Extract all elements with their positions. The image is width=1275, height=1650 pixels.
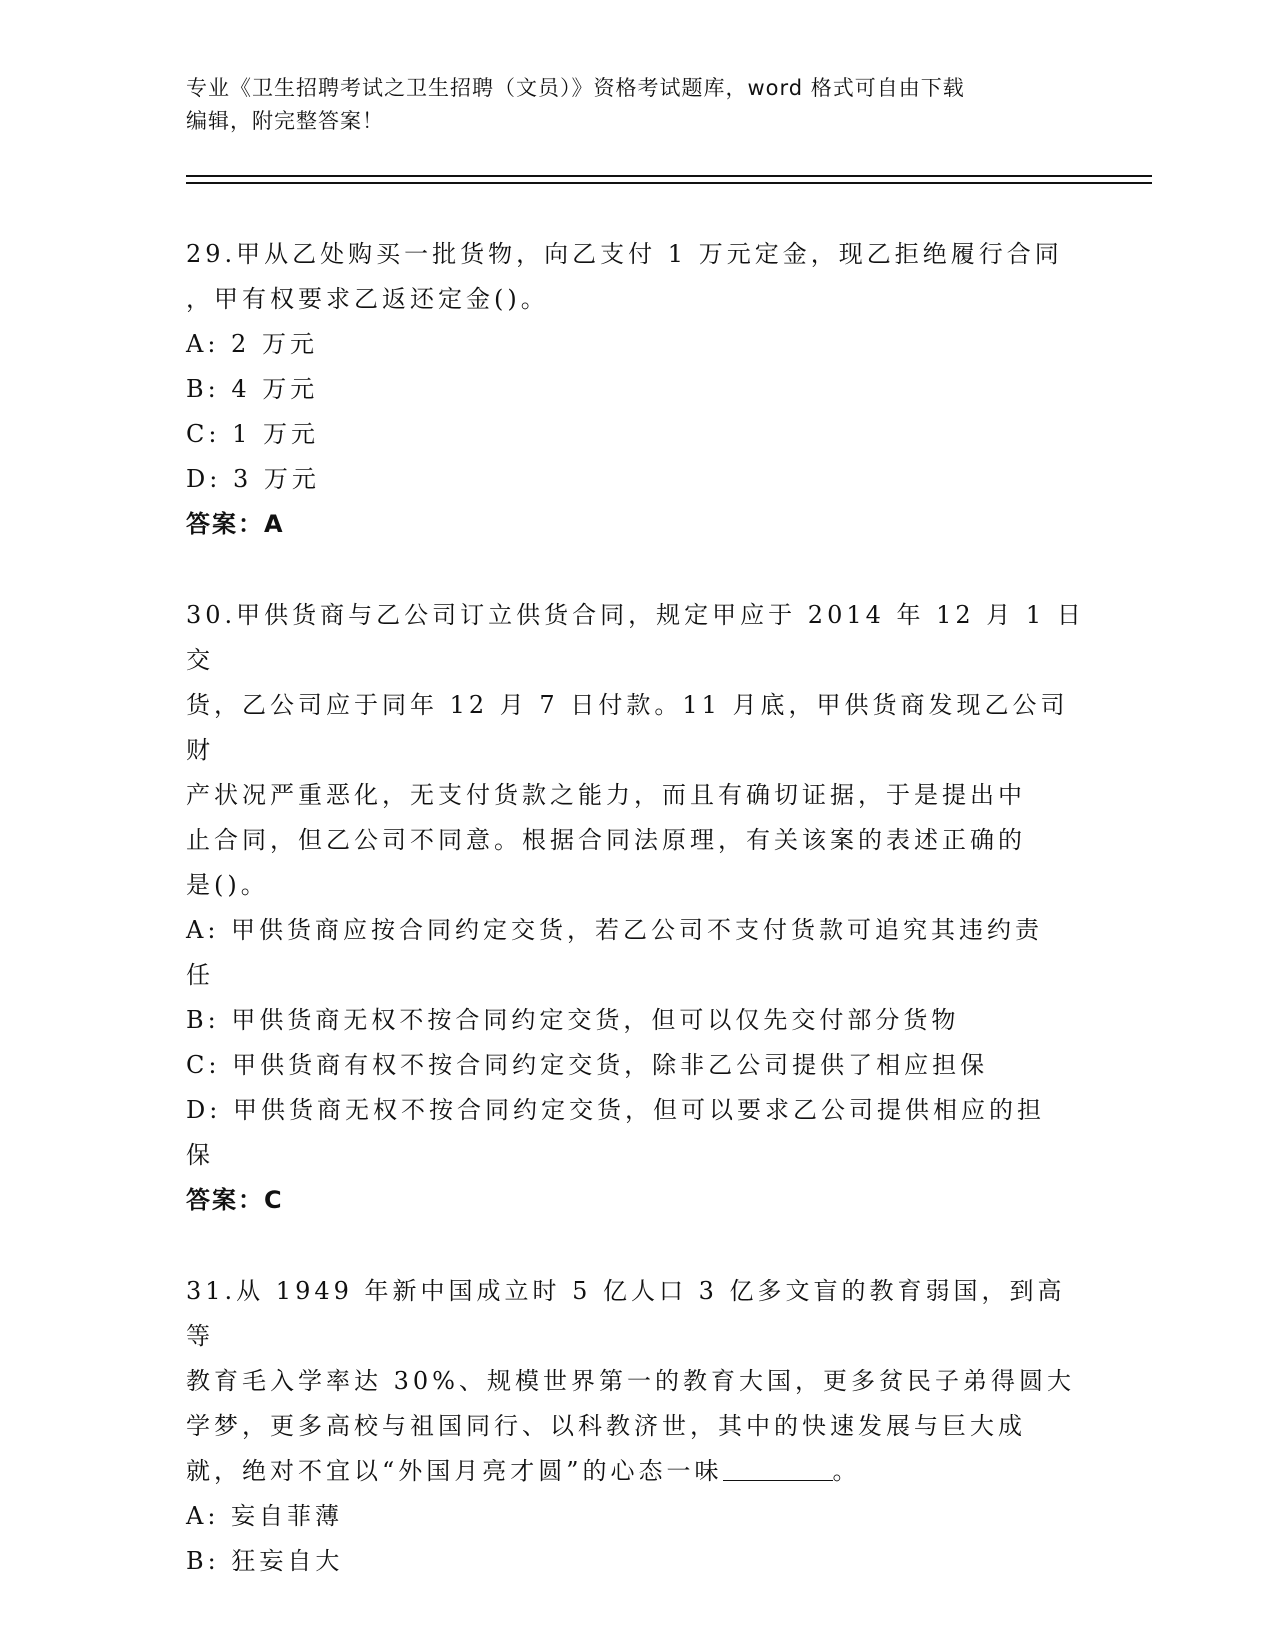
- question-stem-line: ，甲有权要求乙返还定金()。: [186, 285, 549, 313]
- question-list: [186, 232, 1086, 1630]
- document-header: [186, 72, 1086, 138]
- question-stem-line: 29.甲从乙处购买一批货物，向乙支付 1 万元定金，现乙拒绝履行合同: [186, 240, 1063, 268]
- question-stem-line: 产状况严重恶化，无支付货款之能力，而且有确切证据，于是提出中: [186, 781, 1026, 809]
- question-stem-last-line: [186, 1449, 1086, 1494]
- question-stem-line: 是()。: [186, 871, 269, 899]
- question-stem-line: 货，乙公司应于同年 12 月 7 日付款。11 月底，甲供货商发现乙公司财: [186, 691, 1069, 764]
- question-29: [186, 232, 1086, 547]
- option-a-continued: 任: [186, 961, 214, 989]
- option-b: B: 狂妄自大: [186, 1547, 344, 1575]
- header-divider-top: [186, 175, 1152, 177]
- question-stem-line: 30.甲供货商与乙公司订立供货合同，规定甲应于 2014 年 12 月 1 日交: [186, 601, 1085, 674]
- question-30: [186, 593, 1086, 1223]
- question-stem-text: 就，绝对不宜以“外国月亮才圆”的心态一味: [186, 1457, 723, 1485]
- question-stem-line: 学梦，更多高校与祖国同行、以科教济世，其中的快速发展与巨大成: [186, 1412, 1026, 1440]
- question-31: [186, 1269, 1086, 1584]
- fill-in-blank: [723, 1454, 833, 1481]
- option-d-continued: 保: [186, 1141, 214, 1169]
- question-stem-tail: 。: [832, 1457, 861, 1485]
- option-a: A: 甲供货商应按合同约定交货，若乙公司不支付货款可追究其违约责: [186, 916, 1044, 944]
- answer-label: 答案：C: [186, 1186, 284, 1214]
- option-c: C: 甲供货商有权不按合同约定交货，除非乙公司提供了相应担保: [186, 1051, 989, 1079]
- question-stem-line: 教育毛入学率达 30%、规模世界第一的教育大国，更多贫民子弟得圆大: [186, 1367, 1075, 1395]
- question-stem-line: 止合同，但乙公司不同意。根据合同法原理，有关该案的表述正确的: [186, 826, 1026, 854]
- option-b: B: 甲供货商无权不按合同约定交货，但可以仅先交付部分货物: [186, 1006, 960, 1034]
- question-stem-line: 31.从 1949 年新中国成立时 5 亿人口 3 亿多文盲的教育弱国，到高等: [186, 1277, 1066, 1350]
- header-divider-bottom: [186, 182, 1152, 184]
- option-a: A: 2 万元: [186, 330, 318, 358]
- answer-label: 答案：A: [186, 510, 285, 538]
- option-a: A: 妄自菲薄: [186, 1502, 344, 1530]
- option-d: D: 3 万元: [186, 465, 320, 493]
- option-c: C: 1 万元: [186, 420, 319, 448]
- header-line-2: 编辑，附完整答案！: [186, 109, 384, 133]
- option-b: B: 4 万元: [186, 375, 319, 403]
- option-d: D: 甲供货商无权不按合同约定交货，但可以要求乙公司提供相应的担: [186, 1096, 1045, 1124]
- header-line-1: 专业《卫生招聘考试之卫生招聘（文员）》资格考试题库，word 格式可自由下载: [186, 76, 965, 100]
